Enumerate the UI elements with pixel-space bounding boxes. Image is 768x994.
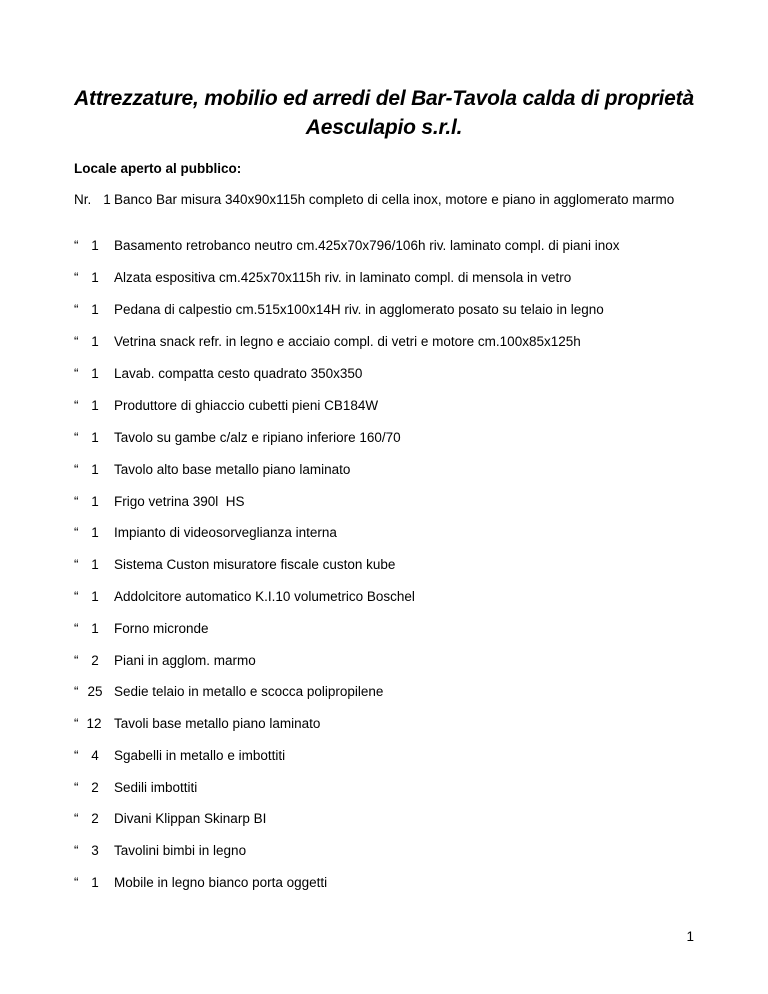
item-quantity: 3 (91, 843, 99, 858)
item-description: Pedana di calpestio cm.515x100x14H riv. in agglomerato posato su telaio in legno (114, 302, 604, 317)
item-marker: “ (74, 525, 79, 540)
item-quantity: 2 (91, 811, 99, 826)
title-line-1: Attrezzature, mobilio ed arredi del Bar-Tavola calda di proprietà (74, 87, 694, 110)
item-marker: “ (74, 302, 79, 317)
item-description: Produttore di ghiaccio cubetti pieni CB184W (114, 398, 379, 413)
item-description: Frigo vetrina 390l HS (114, 494, 245, 509)
item-description: Piani in agglom. marmo (114, 653, 256, 668)
item-description: Impianto di videosorveglianza interna (114, 525, 337, 540)
item-quantity: 1 (91, 462, 99, 477)
item-marker: “ (74, 748, 79, 763)
item-description: Tavoli base metallo piano laminato (114, 716, 321, 731)
item-quantity: 1 (103, 192, 111, 207)
item-quantity: 1 (91, 589, 99, 604)
page-number: 1 (686, 929, 694, 944)
item-quantity: 12 (86, 716, 102, 731)
item-description: Sgabelli in metallo e imbottiti (114, 748, 286, 763)
item-quantity: 1 (91, 525, 99, 540)
item-marker: “ (74, 621, 79, 636)
item-quantity: 1 (91, 270, 99, 285)
item-quantity: 2 (91, 780, 99, 795)
document-title (60, 84, 708, 142)
item-description: Sistema Custon misuratore fiscale custon kube (114, 557, 396, 572)
item-quantity: 4 (91, 748, 99, 763)
item-description: Sedili imbottiti (114, 780, 198, 795)
item-quantity: 1 (91, 366, 99, 381)
section-heading: Locale aperto al pubblico: (74, 161, 242, 176)
item-quantity: 1 (91, 238, 99, 253)
item-marker: “ (74, 462, 79, 477)
item-quantity: 1 (91, 875, 99, 890)
item-description: Tavolo alto base metallo piano laminato (114, 462, 351, 477)
item-marker: “ (74, 684, 79, 699)
item-marker: “ (74, 430, 79, 445)
item-quantity: 1 (91, 430, 99, 445)
item-description: Sedie telaio in metallo e scocca polipropilene (114, 684, 384, 699)
item-description: Basamento retrobanco neutro cm.425x70x796/106h riv. laminato compl. di piani inox (114, 238, 620, 253)
item-description: Vetrina snack refr. in legno e acciaio compl. di vetri e motore cm.100x85x125h (114, 334, 581, 349)
item-quantity: 2 (91, 653, 99, 668)
item-marker: “ (74, 557, 79, 572)
item-marker: “ (74, 875, 79, 890)
item-description: Alzata espositiva cm.425x70x115h riv. in laminato compl. di mensola in vetro (114, 270, 572, 285)
item-quantity: 25 (87, 684, 103, 699)
item-marker: “ (74, 653, 79, 668)
item-quantity: 1 (91, 302, 99, 317)
item-description: Lavab. compatta cesto quadrato 350x350 (114, 366, 363, 381)
item-marker: “ (74, 494, 79, 509)
item-marker: Nr. (74, 192, 92, 207)
item-quantity: 1 (91, 398, 99, 413)
title-line-2: Aesculapio s.r.l. (305, 116, 463, 139)
item-quantity: 1 (91, 334, 99, 349)
item-description: Addolcitore automatico K.I.10 volumetrico Boschel (114, 589, 415, 604)
item-marker: “ (74, 780, 79, 795)
item-marker: “ (74, 843, 79, 858)
item-description: Banco Bar misura 340x90x115h completo di cella inox, motore e piano in agglomerato marmo (114, 192, 675, 207)
item-description: Divani Klippan Skinarp BI (114, 811, 267, 826)
item-quantity: 1 (91, 557, 99, 572)
item-description: Tavolini bimbi in legno (114, 843, 247, 858)
item-marker: “ (74, 589, 79, 604)
item-description: Mobile in legno bianco porta oggetti (114, 875, 328, 890)
item-marker: “ (74, 398, 79, 413)
item-marker: “ (74, 716, 79, 731)
item-marker: “ (74, 811, 79, 826)
item-marker: “ (74, 366, 79, 381)
item-marker: “ (74, 238, 79, 253)
item-description: Forno micronde (114, 621, 209, 636)
item-quantity: 1 (91, 494, 99, 509)
item-quantity: 1 (91, 621, 99, 636)
item-description: Tavolo su gambe c/alz e ripiano inferiore 160/70 (114, 430, 401, 445)
item-marker: “ (74, 270, 79, 285)
item-marker: “ (74, 334, 79, 349)
